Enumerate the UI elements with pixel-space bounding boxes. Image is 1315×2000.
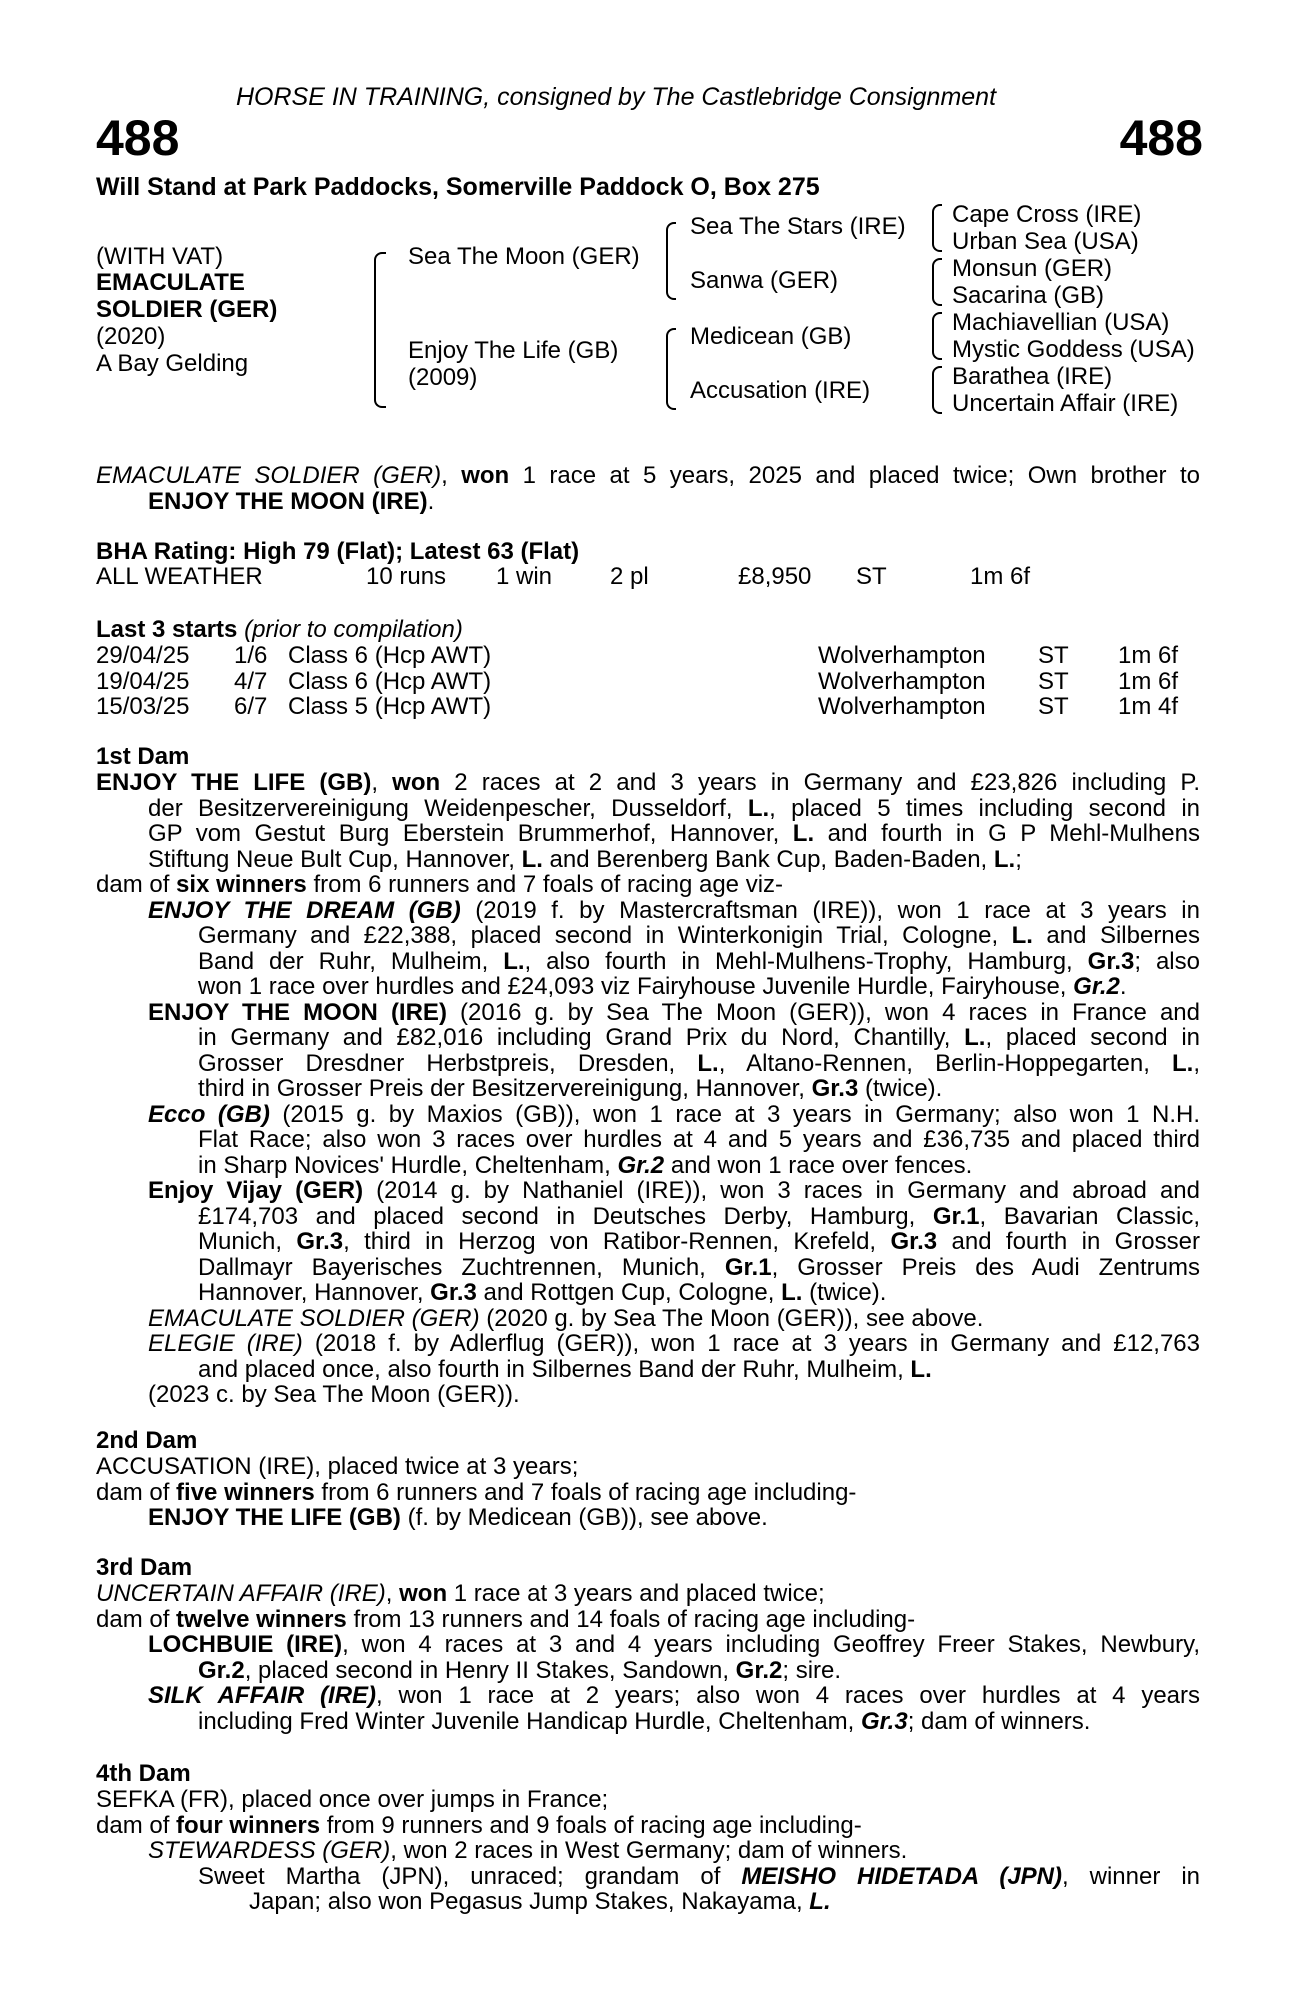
- last3-cell-going: ST: [1038, 642, 1069, 669]
- text-run: four winners: [176, 1811, 321, 1839]
- text-run: ; also: [1134, 947, 1200, 975]
- pedigree-sss: Cape Cross (IRE): [952, 201, 1142, 228]
- text-run: including Fred Winter Juvenile Handicap Hurdle, Cheltenham,: [198, 1707, 861, 1735]
- progeny-line: [96, 1076, 1200, 1102]
- text-run: Flat Race; also won 3 races over hurdles at 4 and 5 years and £36,735 and placed third: [198, 1126, 1200, 1153]
- text-run: and Rottgen Cup, Cologne,: [476, 1279, 782, 1306]
- text-run: (2018 f. by Adlerflug (GER)), won 1 race at 3 years in Germany and £12,763: [302, 1330, 1201, 1357]
- progeny-line: [96, 1357, 1200, 1383]
- dam1-line: [96, 872, 1200, 898]
- text-run: L.: [792, 820, 815, 847]
- text-run: Gr.3: [1087, 947, 1135, 975]
- text-run: five winners: [176, 1478, 315, 1506]
- progeny-line: [96, 974, 1200, 1000]
- text-run: won: [399, 1580, 448, 1607]
- progeny-line: [96, 898, 1200, 924]
- text-run: L.: [809, 1888, 831, 1915]
- progeny-line: [96, 949, 1200, 975]
- text-run: from 9 runners and 9 foals of racing age including-: [320, 1811, 862, 1839]
- text-run: and won 1 race over fences.: [664, 1151, 973, 1179]
- rating-distance: 1m 6f: [970, 563, 1031, 590]
- text-run: Gr.2: [198, 1656, 245, 1684]
- text-run: L.: [964, 1024, 986, 1051]
- text-run: Gr.3: [890, 1228, 938, 1255]
- stand-location: Will Stand at Park Paddocks, Somerville Paddock O, Box 275: [96, 173, 820, 201]
- text-run: der Besitzervereinigung Weidenpescher, Dusseldorf,: [148, 794, 748, 822]
- dam4-line: [96, 1838, 1200, 1864]
- progeny-line: [96, 1025, 1200, 1051]
- last3-cell-dist: 1m 4f: [1118, 693, 1179, 720]
- text-run: MEISHO HIDETADA (JPN): [741, 1862, 1062, 1890]
- text-run: ,: [385, 1580, 400, 1607]
- text-run: ELEGIE (IRE): [148, 1330, 303, 1357]
- text-run: ENJOY THE LIFE (GB): [148, 1504, 401, 1531]
- pedigree-dam: Enjoy The Life (GB): [408, 337, 619, 364]
- text-run: Japan; also won Pegasus Jump Stakes, Nakayama,: [249, 1888, 810, 1915]
- dam3-section: [96, 1581, 1200, 1734]
- text-run: ENJOY THE LIFE (GB): [96, 769, 372, 796]
- text-run: Gr.2: [617, 1151, 665, 1179]
- text-run: from 13 runners and 14 foals of racing age including-: [346, 1605, 916, 1633]
- text-run: Ecco (GB): [148, 1100, 270, 1128]
- last3-cell-date: 15/03/25: [96, 693, 190, 720]
- last3-cell-date: 19/04/25: [96, 667, 190, 695]
- dam4-line: [96, 1787, 1200, 1813]
- last3-cell-going: ST: [1038, 693, 1069, 720]
- text-run: dam of: [96, 1478, 177, 1506]
- text-run: L.: [910, 1355, 932, 1383]
- dam3-heading: 3rd Dam: [96, 1554, 193, 1581]
- pedigree-dam-dam: Accusation (IRE): [690, 377, 871, 404]
- text-run: Enjoy Vijay (GER): [148, 1177, 364, 1204]
- pedigree-sire-dam: Sanwa (GER): [690, 267, 839, 294]
- dam4-heading: 4th Dam: [96, 1760, 191, 1787]
- dam4-section: [96, 1787, 1200, 1915]
- pedigree-brace-main: [374, 252, 386, 408]
- text-run: Gr.2: [735, 1656, 783, 1684]
- dam3-line: [96, 1581, 1200, 1607]
- last3-heading: Last 3 starts (prior to compilation): [96, 616, 463, 643]
- text-run: Hannover, Hannover,: [198, 1279, 431, 1306]
- text-run: Munich,: [198, 1228, 297, 1255]
- text-run: L.: [1011, 922, 1033, 949]
- text-run: £174,703 and placed second in Deutsches Derby, Hamburg,: [198, 1202, 933, 1230]
- text-run: and fourth in G P Mehl-Mulhens: [814, 820, 1200, 847]
- progeny-line: [96, 1051, 1200, 1077]
- last3-cell-pos: 4/7: [234, 667, 268, 695]
- dam2-heading: 2nd Dam: [96, 1427, 198, 1454]
- text-run: Stiftung Neue Bult Cup, Hannover,: [148, 845, 522, 873]
- text-run: Gr.3: [296, 1228, 344, 1255]
- text-run: Gr.2: [1073, 973, 1120, 1000]
- progeny-line: [96, 1102, 1200, 1128]
- text-run: Sweet Martha (JPN), unraced; grandam of: [198, 1862, 742, 1890]
- text-run: , placed second in Henry II Stakes, Sandown,: [244, 1656, 736, 1684]
- dam1-line: [96, 821, 1200, 847]
- consignment-line: HORSE IN TRAINING, consigned by The Castlebridge Consignment: [236, 83, 997, 111]
- dam3-line: [96, 1683, 1200, 1709]
- text-run: , placed second in: [985, 1024, 1200, 1051]
- text-run: , third in Herzog von Ratibor-Rennen, Krefeld,: [343, 1228, 891, 1255]
- dam3-line: [96, 1658, 1200, 1684]
- text-run: and fourth in Grosser: [937, 1228, 1200, 1255]
- dam3-line: [96, 1607, 1200, 1633]
- text-run: LOCHBUIE (IRE): [148, 1631, 343, 1658]
- text-run: , Grosser Preis des Audi Zentrums: [771, 1253, 1201, 1281]
- text-run: .: [1119, 973, 1127, 1000]
- last3-cell-race: Class 6 (Hcp AWT): [288, 667, 492, 695]
- text-run: (2023 c. by Sea The Moon (GER)).: [148, 1381, 520, 1408]
- lot-number-left: 488: [96, 110, 180, 166]
- text-run: and Berenberg Bank Cup, Baden-Baden,: [542, 845, 994, 873]
- progeny-line: [96, 923, 1200, 949]
- dam1-line: [96, 770, 1200, 796]
- horse-name-line2: SOLDIER (GER): [96, 296, 278, 323]
- pedigree-brace-dd: [932, 366, 942, 414]
- progeny-line: [96, 1178, 1200, 1204]
- last3-cell-course: Wolverhampton: [818, 642, 986, 669]
- intro-paragraph: EMACULATE SOLDIER (GER), won 1 race at 5 years, 2025 and placed twice; Own brother to ENJOY THE MOON (IRE).: [96, 462, 1200, 515]
- progeny-line: [96, 1306, 1200, 1332]
- pedigree-brace-dam: [666, 328, 676, 410]
- last3-cell-pos: 1/6: [234, 642, 268, 669]
- rating-runs: 10 runs: [366, 563, 447, 590]
- dam2-line: [96, 1454, 1200, 1480]
- progeny-line: [96, 1127, 1200, 1153]
- dam3-line: [96, 1632, 1200, 1658]
- pedigree-dam-sire: Medicean (GB): [690, 323, 852, 350]
- text-run: (2019 f. by Mastercraftsman (IRE)), won 1 race at 3 years in: [460, 896, 1200, 924]
- pedigree-dss: Machiavellian (USA): [952, 309, 1170, 336]
- text-run: ACCUSATION (IRE), placed twice at 3 years;: [96, 1453, 579, 1480]
- progeny-line: [96, 1331, 1200, 1357]
- pedigree-brace-ss: [932, 204, 942, 252]
- text-run: won: [392, 769, 441, 796]
- dam4-line: [96, 1813, 1200, 1839]
- text-run: , Altano-Rennen, Berlin-Hoppegarten,: [718, 1049, 1173, 1077]
- text-run: GP vom Gestut Burg Eberstein Brummerhof, Hannover,: [148, 820, 793, 847]
- rating-placed: 2 pl: [610, 563, 649, 590]
- intro-rest: 1 race at 5 years, 2025 and placed twice; Own brother to: [509, 462, 1200, 489]
- last3-cell-dist: 1m 6f: [1118, 642, 1179, 669]
- bha-rating-title: BHA Rating: High 79 (Flat); Latest 63 (Flat): [96, 538, 580, 565]
- text-run: , Bavarian Classic,: [979, 1202, 1200, 1230]
- text-run: SILK AFFAIR (IRE): [148, 1682, 377, 1709]
- progeny-line: [96, 1000, 1200, 1026]
- text-run: (2020 g. by Sea The Moon (GER)), see above.: [479, 1304, 984, 1332]
- text-run: third in Grosser Preis der Besitzervereinigung, Hannover,: [198, 1075, 812, 1102]
- text-run: , won 1 race at 2 years; also won 4 races over hurdles at 4 years: [376, 1682, 1201, 1709]
- progeny-line: [96, 1229, 1200, 1255]
- text-run: ,: [371, 769, 393, 796]
- text-run: ; sire.: [782, 1656, 842, 1684]
- text-run: L.: [503, 947, 525, 975]
- text-run: , placed 5 times including second in: [769, 794, 1200, 822]
- text-run: (2015 g. by Maxios (GB)), won 1 race at 3 years in Germany; also won 1 N.H.: [269, 1100, 1201, 1128]
- pedigree-sdd: Sacarina (GB): [952, 282, 1105, 309]
- text-run: Gr.3: [811, 1075, 859, 1102]
- text-run: , winner in: [1062, 1862, 1200, 1890]
- text-run: (twice).: [802, 1279, 887, 1306]
- last3-cell-date: 29/04/25: [96, 642, 190, 669]
- text-run: twelve winners: [176, 1605, 347, 1633]
- progeny-line: [96, 1280, 1200, 1306]
- rating-earnings: £8,950: [738, 563, 812, 590]
- text-run: Germany and £22,388, placed second in Winterkonigin Trial, Cologne,: [198, 922, 1012, 949]
- text-run: L.: [993, 845, 1016, 873]
- dam1-line: [96, 847, 1200, 873]
- pedigree-sire: Sea The Moon (GER): [408, 243, 640, 270]
- dam2-line: [96, 1480, 1200, 1506]
- pedigree-sire-sire: Sea The Stars (IRE): [690, 213, 906, 240]
- text-run: Gr.1: [932, 1202, 980, 1230]
- text-run: SEFKA (FR), placed once over jumps in France;: [96, 1786, 609, 1813]
- text-run: L.: [781, 1279, 803, 1306]
- pedigree-dsd: Mystic Goddess (USA): [952, 336, 1195, 363]
- text-run: , won 2 races in West Germany; dam of winners.: [390, 1837, 908, 1864]
- text-run: in Germany and £82,016 including Grand Prix du Nord, Chantilly,: [198, 1024, 965, 1051]
- text-run: L.: [1172, 1049, 1194, 1077]
- pedigree-brace-ds: [932, 312, 942, 360]
- text-run: ENJOY THE MOON (IRE): [148, 998, 447, 1026]
- text-run: EMACULATE SOLDIER (GER): [148, 1304, 480, 1332]
- pedigree-ssd: Urban Sea (USA): [952, 228, 1139, 255]
- text-run: six winners: [176, 871, 307, 898]
- last3-cell-dist: 1m 6f: [1118, 667, 1179, 695]
- dam1-section: [96, 770, 1200, 1408]
- text-run: Gr.1: [724, 1253, 772, 1281]
- rating-surface: ALL WEATHER: [96, 563, 263, 590]
- pedigree-brace-sd: [932, 258, 942, 306]
- pedigree-dam-year: (2009): [408, 364, 478, 391]
- text-run: in Sharp Novices' Hurdle, Cheltenham,: [198, 1151, 618, 1179]
- pedigree-ddd: Uncertain Affair (IRE): [952, 390, 1179, 417]
- text-run: (twice).: [858, 1075, 943, 1102]
- text-run: Grosser Dresdner Herbstpreis, Dresden,: [198, 1049, 698, 1077]
- text-run: dam of: [96, 1605, 177, 1633]
- last3-cell-course: Wolverhampton: [818, 693, 986, 720]
- text-run: STEWARDESS (GER): [148, 1837, 391, 1864]
- intro-won: won: [461, 462, 510, 489]
- text-run: won 1 race over hurdles and £24,093 viz Fairyhouse Juvenile Hurdle, Fairyhouse,: [198, 973, 1074, 1000]
- text-run: dam of: [96, 1811, 177, 1839]
- text-run: L.: [697, 1049, 719, 1077]
- text-run: 1 race at 3 years and placed twice;: [447, 1580, 825, 1607]
- dam1-heading: 1st Dam: [96, 743, 190, 770]
- last3-cell-race: Class 6 (Hcp AWT): [288, 642, 492, 669]
- text-run: Band der Ruhr, Mulheim,: [198, 947, 504, 975]
- intro-horse-name: EMACULATE SOLDIER (GER): [96, 462, 442, 489]
- dam4-line: [96, 1864, 1200, 1890]
- horse-description: A Bay Gelding: [96, 350, 249, 377]
- dam3-line: [96, 1709, 1200, 1735]
- text-run: L.: [747, 794, 770, 822]
- text-run: Gr.3: [861, 1707, 908, 1735]
- text-run: dam of: [96, 871, 177, 898]
- dam1-line: [96, 796, 1200, 822]
- last3-cell-going: ST: [1038, 667, 1069, 695]
- text-run: and placed once, also fourth in Silbernes Band der Ruhr, Mulheim,: [198, 1355, 911, 1383]
- rating-wins: 1 win: [496, 563, 553, 590]
- dam4-line: [96, 1889, 1200, 1915]
- progeny-line: [96, 1255, 1200, 1281]
- text-run: (f. by Medicean (GB)), see above.: [400, 1504, 768, 1531]
- text-run: from 6 runners and 7 foals of racing age viz-: [306, 871, 784, 898]
- text-run: UNCERTAIN AFFAIR (IRE): [96, 1580, 386, 1607]
- pedigree-dds: Barathea (IRE): [952, 363, 1113, 390]
- horse-name-line1: EMACULATE: [96, 269, 245, 296]
- text-run: L.: [521, 845, 543, 873]
- text-run: , won 4 races at 3 and 4 years including Geoffrey Freer Stakes, Newbury,: [342, 1631, 1200, 1658]
- rating-going: ST: [856, 563, 887, 590]
- text-run: ,: [1193, 1049, 1201, 1077]
- pedigree-sds: Monsun (GER): [952, 255, 1113, 282]
- text-run: ;: [1015, 845, 1022, 873]
- vat-note: (WITH VAT): [96, 243, 224, 270]
- text-run: from 6 runners and 7 foals of racing age including-: [314, 1478, 857, 1506]
- text-run: ENJOY THE DREAM (GB): [148, 896, 461, 924]
- text-run: (2014 g. by Nathaniel (IRE)), won 3 races in Germany and abroad and: [363, 1177, 1200, 1204]
- last3-cell-course: Wolverhampton: [818, 667, 986, 695]
- intro-brother: ENJOY THE MOON (IRE): [148, 487, 428, 515]
- text-run: 2 races at 2 and 3 years in Germany and £23,826 including P.: [440, 769, 1200, 796]
- dam2-section: [96, 1454, 1200, 1531]
- last3-cell-pos: 6/7: [234, 693, 268, 720]
- text-run: Dallmayr Bayerisches Zuchtrennen, Munich,: [198, 1253, 725, 1281]
- progeny-line: [96, 1382, 1200, 1408]
- dam2-line: [96, 1505, 1200, 1531]
- progeny-line: [96, 1204, 1200, 1230]
- progeny-line: [96, 1153, 1200, 1179]
- pedigree-brace-sire: [666, 222, 676, 300]
- last3-cell-race: Class 5 (Hcp AWT): [288, 693, 492, 720]
- text-run: (2016 g. by Sea The Moon (GER)), won 4 races in France and: [446, 998, 1200, 1026]
- text-run: Gr.3: [430, 1279, 477, 1306]
- horse-year: (2020): [96, 323, 166, 350]
- lot-number-right: 488: [1119, 110, 1203, 166]
- text-run: and Silbernes: [1032, 922, 1201, 949]
- text-run: ; dam of winners.: [907, 1707, 1091, 1735]
- text-run: , also fourth in Mehl-Mulhens-Trophy, Hamburg,: [524, 947, 1088, 975]
